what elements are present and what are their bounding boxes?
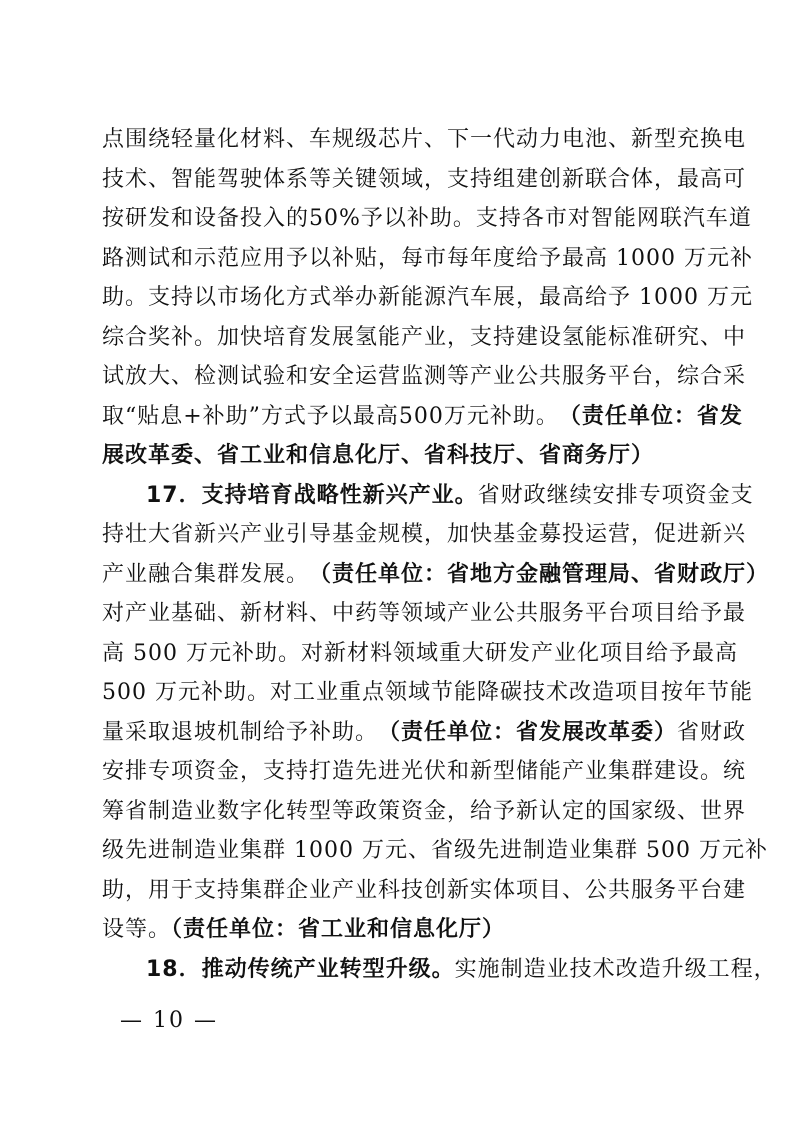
paragraph-line: 助。支持以市场化方式举办新能源汽车展，最高给予 1000 万元: [102, 285, 753, 310]
page-number: — 10 —: [120, 1008, 218, 1033]
paragraph-text: 省财政: [677, 720, 747, 745]
paragraph-line: [102, 915, 505, 945]
section-heading: 17．支持培育战略性新兴产业。: [146, 483, 478, 508]
paragraph-text: 取“贴息+补助”方式予以最高500万元补助。: [102, 404, 559, 429]
paragraph-line: [102, 402, 743, 432]
section-heading: 18．推动传统产业转型升级。: [146, 957, 455, 982]
paragraph-text: 产业融合集群发展。: [102, 562, 310, 587]
paragraph-line: [146, 955, 777, 985]
paragraph-line: 路测试和示范应用予以补贴，每市每年度给予最高 1000 万元补: [102, 246, 753, 271]
paragraph-line: 高 500 万元补助。对新材料领域重大研发产业化项目给予最高: [102, 641, 738, 666]
paragraph-line: [146, 481, 754, 511]
paragraph-line: 按研发和设备投入的50%予以补助。支持各市对智能网联汽车道: [102, 206, 752, 231]
paragraph-line: [102, 560, 770, 590]
paragraph-line: 助，用于支持集群企业产业科技创新实体项目、公共服务平台建: [102, 878, 747, 903]
paragraph-line: 筹省制造业数字化转型等政策资金，给予新认定的国家级、世界: [102, 799, 747, 824]
paragraph-text: 实施制造业技术改造升级工程，: [454, 957, 777, 982]
paragraph-line: 级先进制造业集群 1000 万元、省级先进制造业集群 500 万元补: [102, 838, 768, 863]
responsible-unit: （责任单位：省发: [558, 404, 743, 429]
responsible-unit: 展改革委、省工业和信息化厅、省科技厅、省商务厅）: [102, 443, 655, 468]
paragraph-line: 安排专项资金，支持打造先进光伏和新型储能产业集群建设。统: [102, 759, 747, 784]
paragraph-line: 点围绕轻量化材料、车规级芯片、下一代动力电池、新型充换电: [102, 127, 747, 152]
paragraph-line: 对产业基础、新材料、中药等领域产业公共服务平台项目给予最: [102, 601, 747, 626]
paragraph-line: 500 万元补助。对工业重点领域节能降碳技术改造项目按年节能: [102, 680, 753, 705]
paragraph-line: 综合奖补。加快培育发展氢能产业，支持建设氢能标准研究、中: [102, 325, 747, 350]
paragraph-line: 试放大、检测试验和安全运营监测等产业公共服务平台，综合采: [102, 364, 747, 389]
paragraph-text: 量采取退坡机制给予补助。: [102, 720, 379, 745]
paragraph-line: 技术、智能驾驶体系等关键领域，支持组建创新联合体，最高可: [102, 167, 747, 192]
paragraph-line: [102, 718, 747, 748]
paragraph-text: 设等。: [102, 917, 172, 942]
responsible-unit: （责任单位：省工业和信息化厅）: [171, 917, 506, 942]
paragraph-line: 持壮大省新兴产业引导基金规模，加快基金募投运营，促进新兴: [102, 522, 747, 547]
responsible-unit: （责任单位：省发展改革委）: [378, 720, 678, 745]
responsible-unit: （责任单位：省地方金融管理局、省财政厅）: [309, 562, 770, 587]
paragraph-text: 省财政继续安排专项资金支: [477, 483, 754, 508]
